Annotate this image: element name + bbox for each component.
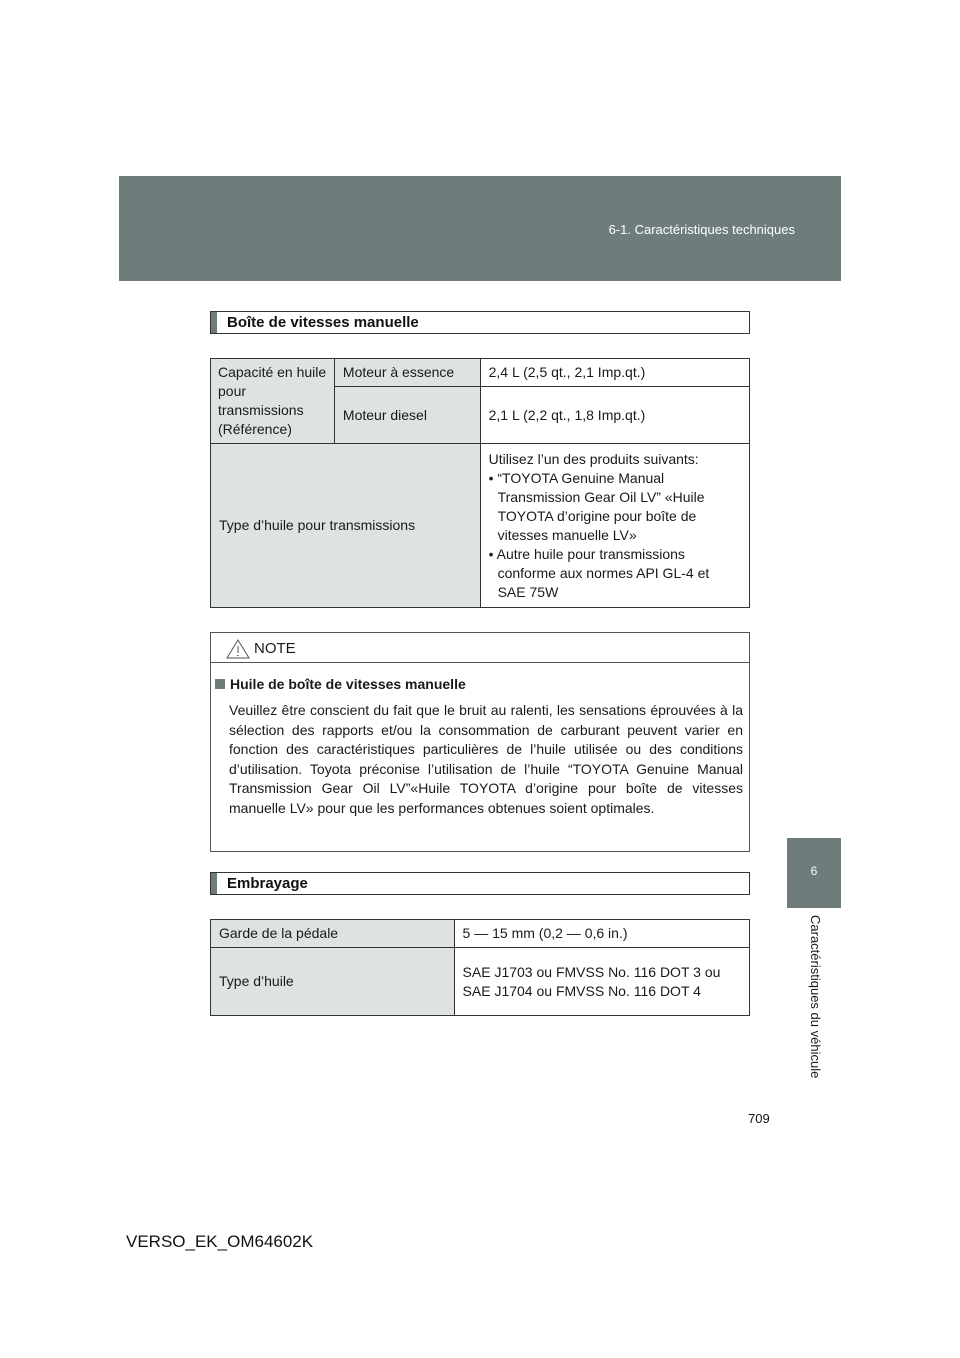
- chapter-label: Caractéristiques du véhicule: [808, 915, 823, 1079]
- manual-transmission-heading: [210, 311, 750, 334]
- gasoline-label: Moteur à essence: [334, 359, 480, 387]
- oil-type-value: [480, 444, 749, 608]
- table-row: [211, 920, 750, 948]
- pedal-value: 5 — 15 mm (0,2 — 0,6 in.): [454, 920, 749, 948]
- note-header: [211, 633, 749, 663]
- heading-bar: [211, 873, 217, 894]
- chapter-number: 6: [810, 864, 818, 878]
- clutch-oil-label: Type d’huile: [211, 948, 455, 1016]
- chapter-tab[interactable]: [787, 838, 841, 908]
- note-subtitle-text: Huile de boîte de vitesses manuelle: [230, 676, 466, 692]
- clutch-heading: [210, 872, 750, 895]
- manual-transmission-title: Boîte de vitesses manuelle: [227, 314, 419, 331]
- oil-type-item: • Autre huile pour transmissions conforme aux normes API GL-4 et SAE 75W: [488, 545, 710, 600]
- warning-triangle-icon: [226, 639, 250, 659]
- diesel-value: 2,1 L (2,2 qt., 1,8 Imp.qt.): [480, 387, 749, 444]
- oil-type-item: • “TOYOTA Genuine Manual Transmission Gear Oil LV” «Huile TOYOTA d’origine pour boîte de vitesses manuelle LV»: [488, 469, 705, 543]
- heading-bar: [211, 312, 217, 333]
- table-row: [211, 359, 750, 387]
- table-row: [211, 444, 750, 608]
- pedal-label: Garde de la pédale: [211, 920, 455, 948]
- manual-transmission-table: [210, 358, 750, 608]
- header-section-title: 6-1. Caractéristiques techniques: [608, 222, 795, 237]
- note-body: Veuillez être conscient du fait que le bruit au ralenti, les sensations éprouvées à la sélection des rapports et/ou la consommation de carburant peuvent varier en fonction des caractéristiques particulières de l’huile utilisée ou des conditions d’utilisation. Toyota préconise l’utilisation de l’huile “TOYOTA Genuine Manual Transmission Gear Oil LV”«Huile TOYOTA d’origine pour boîte de vitesses manuelle LV» pour que les performances obtenues soient optimales.: [229, 702, 743, 816]
- clutch-title: Embrayage: [227, 875, 308, 892]
- oil-type-label: Type d’huile pour transmissions: [211, 444, 481, 608]
- square-bullet-icon: [215, 679, 225, 689]
- table-row: [211, 948, 750, 1016]
- note-box: [210, 632, 750, 852]
- header-band: [119, 176, 841, 281]
- clutch-table: [210, 919, 750, 1016]
- note-subtitle: [215, 676, 466, 692]
- capacity-label: Capacité en huile pour transmissions (Référence): [211, 359, 335, 444]
- page-number: 709: [748, 1111, 770, 1126]
- note-label: NOTE: [254, 640, 296, 657]
- oil-type-intro: Utilisez l’un des produits suivants:: [488, 450, 699, 467]
- gasoline-value: 2,4 L (2,5 qt., 2,1 Imp.qt.): [480, 359, 749, 387]
- document-code: VERSO_EK_OM64602K: [126, 1232, 314, 1251]
- clutch-oil-value: SAE J1703 ou FMVSS No. 116 DOT 3 ou SAE J1704 ou FMVSS No. 116 DOT 4: [454, 948, 749, 1016]
- diesel-label: Moteur diesel: [334, 387, 480, 444]
